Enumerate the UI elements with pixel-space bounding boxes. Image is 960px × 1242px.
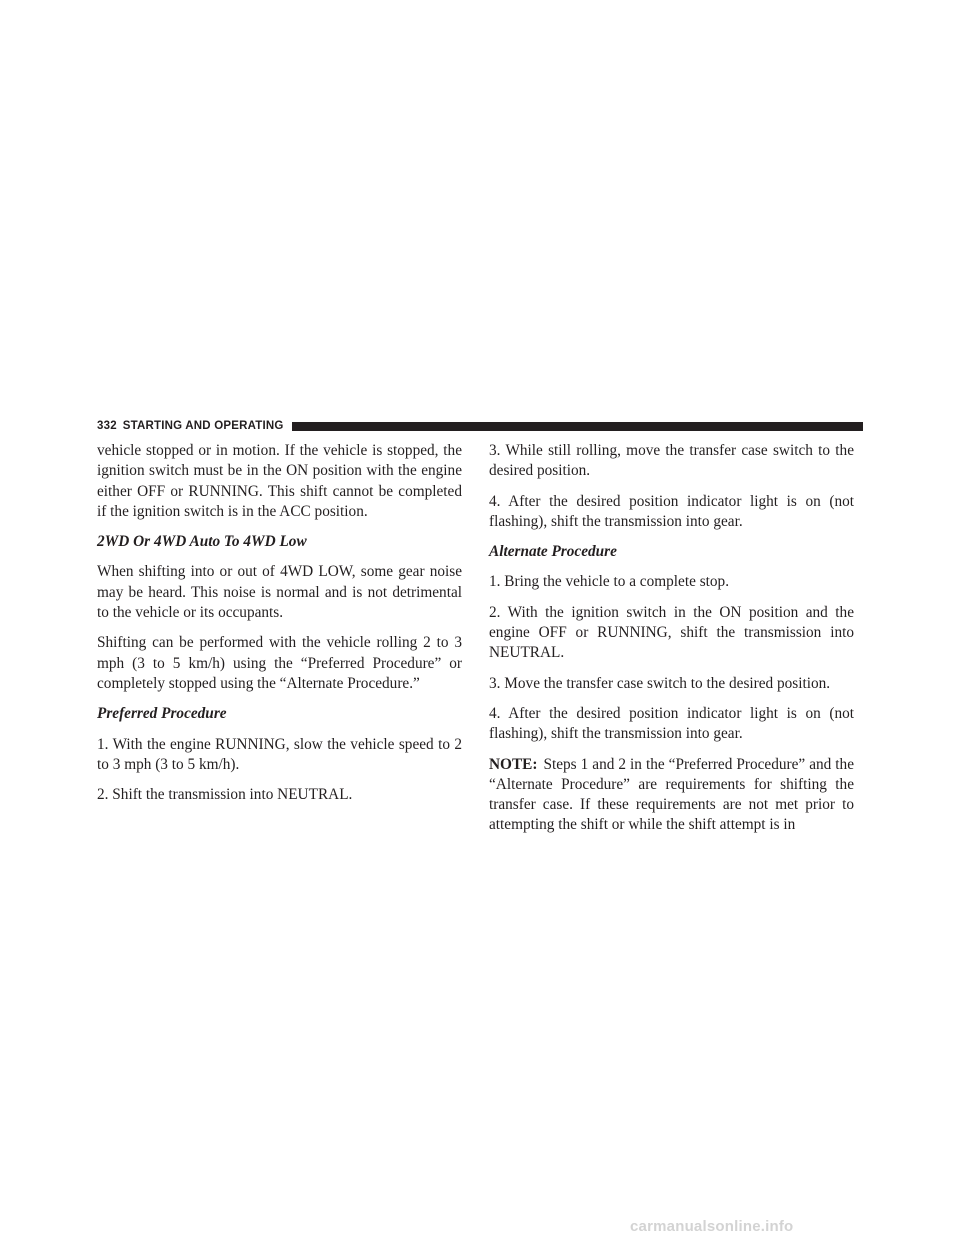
note-paragraph: [489, 755, 854, 836]
note-label: NOTE:: [489, 755, 538, 773]
paragraph-continuation: vehicle stopped or in motion. If the vehicle is stopped, the ignition switch must be in the ON position with the engine either OFF or RUNNING. This shift cannot be completed if the ignition switch is in the ACC position.: [97, 442, 462, 520]
header-rule: [292, 422, 863, 431]
alternate-step-2: 2. With the ignition switch in the ON position and the engine OFF or RUNNING, shift the transmission into NEUTRAL.: [489, 603, 854, 662]
right-column: [489, 441, 854, 836]
page-header: [97, 418, 863, 434]
preferred-step-3: 3. While still rolling, move the transfer case switch to the desired position.: [489, 442, 854, 480]
note-text: Steps 1 and 2 in the “Preferred Procedure” and the “Alternate Procedure” are requirements for shifting the transfer case. If these requirements are not met prior to attempting the shift or while the shift attempt is in: [489, 755, 854, 834]
paragraph-shifting: Shifting can be performed with the vehicle rolling 2 to 3 mph (3 to 5 km/h) using the “Preferred Procedure” or completely stopped using the “Alternate Procedure.”: [97, 634, 462, 692]
preferred-step-2: 2. Shift the transmission into NEUTRAL.: [97, 786, 353, 804]
subheading-alternate-procedure: Alternate Procedure: [489, 543, 617, 561]
subheading-preferred-procedure: Preferred Procedure: [97, 705, 227, 723]
site-watermark: carmanualsonline.info: [630, 1218, 794, 1235]
section-heading: 2WD Or 4WD Auto To 4WD Low: [97, 533, 307, 551]
section-title: STARTING AND OPERATING: [122, 420, 284, 432]
alternate-step-3: 3. Move the transfer case switch to the desired position.: [489, 674, 831, 692]
paragraph-gear-noise: When shifting into or out of 4WD LOW, some gear noise may be heard. This noise is normal and is not detrimental to the vehicle or its occupants.: [97, 563, 462, 622]
preferred-step-4: 4. After the desired position indicator light is on (not flashing), shift the transmission into gear.: [489, 492, 854, 530]
preferred-step-1: 1. With the engine RUNNING, slow the vehicle speed to 2 to 3 mph (3 to 5 km/h).: [97, 735, 462, 773]
page-number: 332: [97, 420, 117, 432]
alternate-step-1: 1. Bring the vehicle to a complete stop.: [489, 573, 730, 591]
left-column: [97, 441, 462, 815]
alternate-step-4: 4. After the desired position indicator light is on (not flashing), shift the transmission into gear.: [489, 704, 854, 743]
